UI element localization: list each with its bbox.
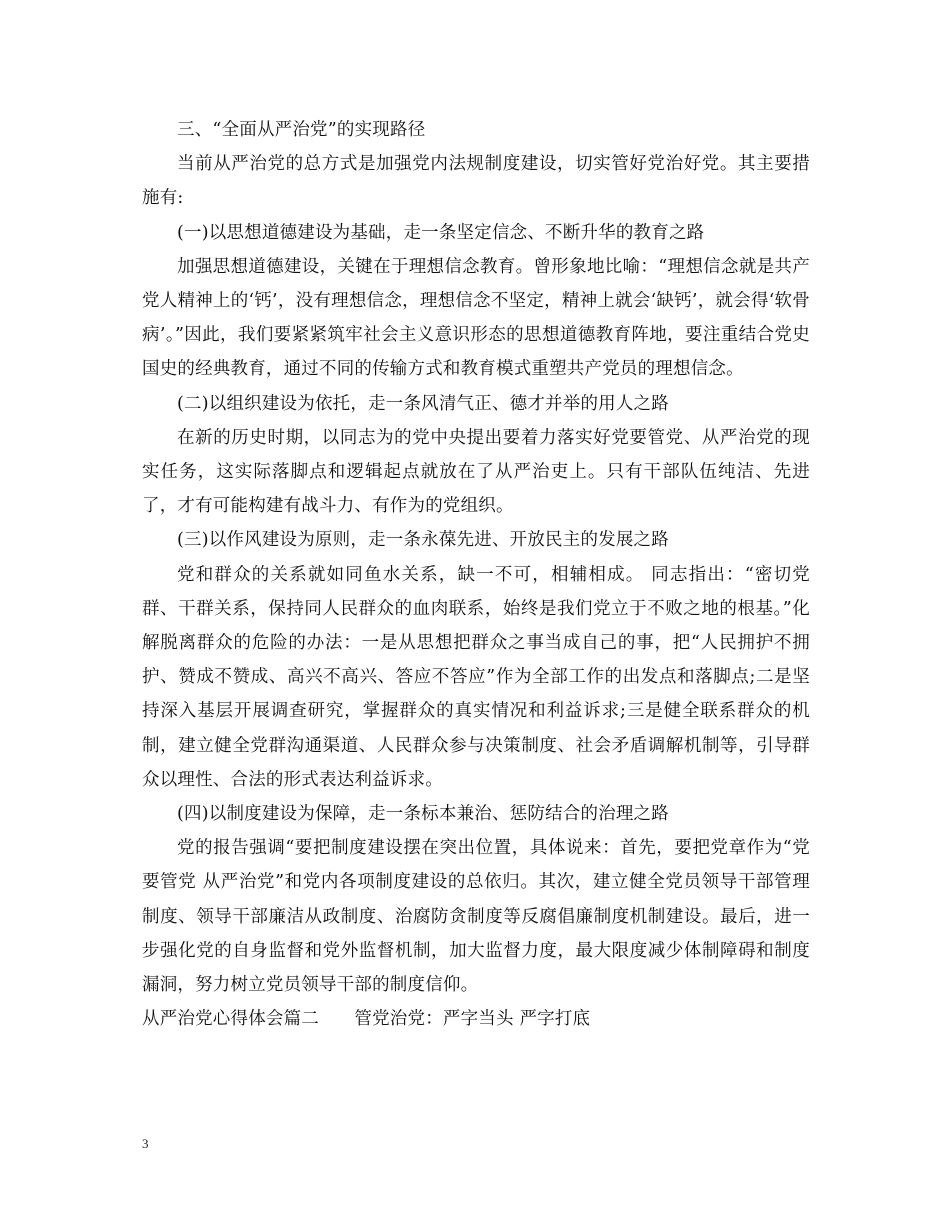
subsection-heading: (一)以思想道德建设为基础，走一条坚定信念、不断升华的教育之路: [177, 222, 705, 243]
body-paragraph: 党的报告强调“要把制度建设摆在突出位置，具体说来：首先，要把党章作为“党要管党 从严治党”和党内各项制度建设的总依归。其次，建立健全党员领导干部管理制度、领导干部廉洁从政制度、治腐防贪制度等反腐倡廉制度机制建设。最后，进一步强化党的自身监督和党外监督机制，加大监督力度，最大限度减少体制障碍和制度漏洞，努力树立党员领导干部的制度信仰。: [142, 838, 810, 996]
document-body: [142, 113, 810, 1036]
body-paragraph: 加强思想道德建设，关键在于理想信念教育。曾形象地比喻：“理想信念就是共产党人精神上的‘钙’，没有理想信念，理想信念不坚定，精神上就会‘缺钙’，就会得‘软骨病’。”因此，我们要紧紧筑牢社会主义意识形态的思想道德教育阵地，要注重结合党史国史的经典教育，通过不同的传输方式和教育模式重塑共产党员的理想信念。: [142, 256, 810, 380]
page-number: 3: [142, 1136, 149, 1151]
section-heading: 三、“全面从严治党”的实现路径: [177, 120, 426, 140]
subsection-heading: (三)以作风建设为原则，走一条永葆先进、开放民主的发展之路: [177, 530, 669, 551]
body-paragraph: 当前从严治党的总方式是加强党内法规制度建设，切实管好党治好党。其主要措施有:: [142, 154, 810, 209]
subsection-heading: (四)以制度建设为保障，走一条标本兼治、惩防结合的治理之路: [177, 804, 669, 825]
body-paragraph: 党和群众的关系就如同鱼水关系，缺一不可，相辅相成。 同志指出：“密切党群、干群关系，保持同人民群众的血肉联系，始终是我们党立于不败之地的根基。”化解脱离群众的危险的办法：一是从思想把群众之事当成自己的事，把“人民拥护不拥护、赞成不赞成、高兴不高兴、答应不答应”作为全部工作的出发点和落脚点;二是坚持深入基层开展调查研究，掌握群众的真实情况和利益诉求;三是健全联系群众的机制，建立健全党群沟通渠道、人民群众参与决策制度、社会矛盾调解机制等，引导群众以理性、合法的形式表达利益诉求。: [142, 564, 810, 790]
body-paragraph: 在新的历史时期，以同志为的党中央提出要着力落实好党要管党、从严治党的现实任务，这实际落脚点和逻辑起点就放在了从严治吏上。只有干部队伍纯洁、先进了，才有可能构建有战斗力、有作为的党组织。: [142, 427, 810, 517]
subsection-heading: (二)以组织建设为依托，走一条风清气正、德才并举的用人之路: [177, 393, 669, 414]
article-title-line: 从严治党心得体会篇二 管党治党：严字当头 严字打底: [142, 1009, 591, 1030]
